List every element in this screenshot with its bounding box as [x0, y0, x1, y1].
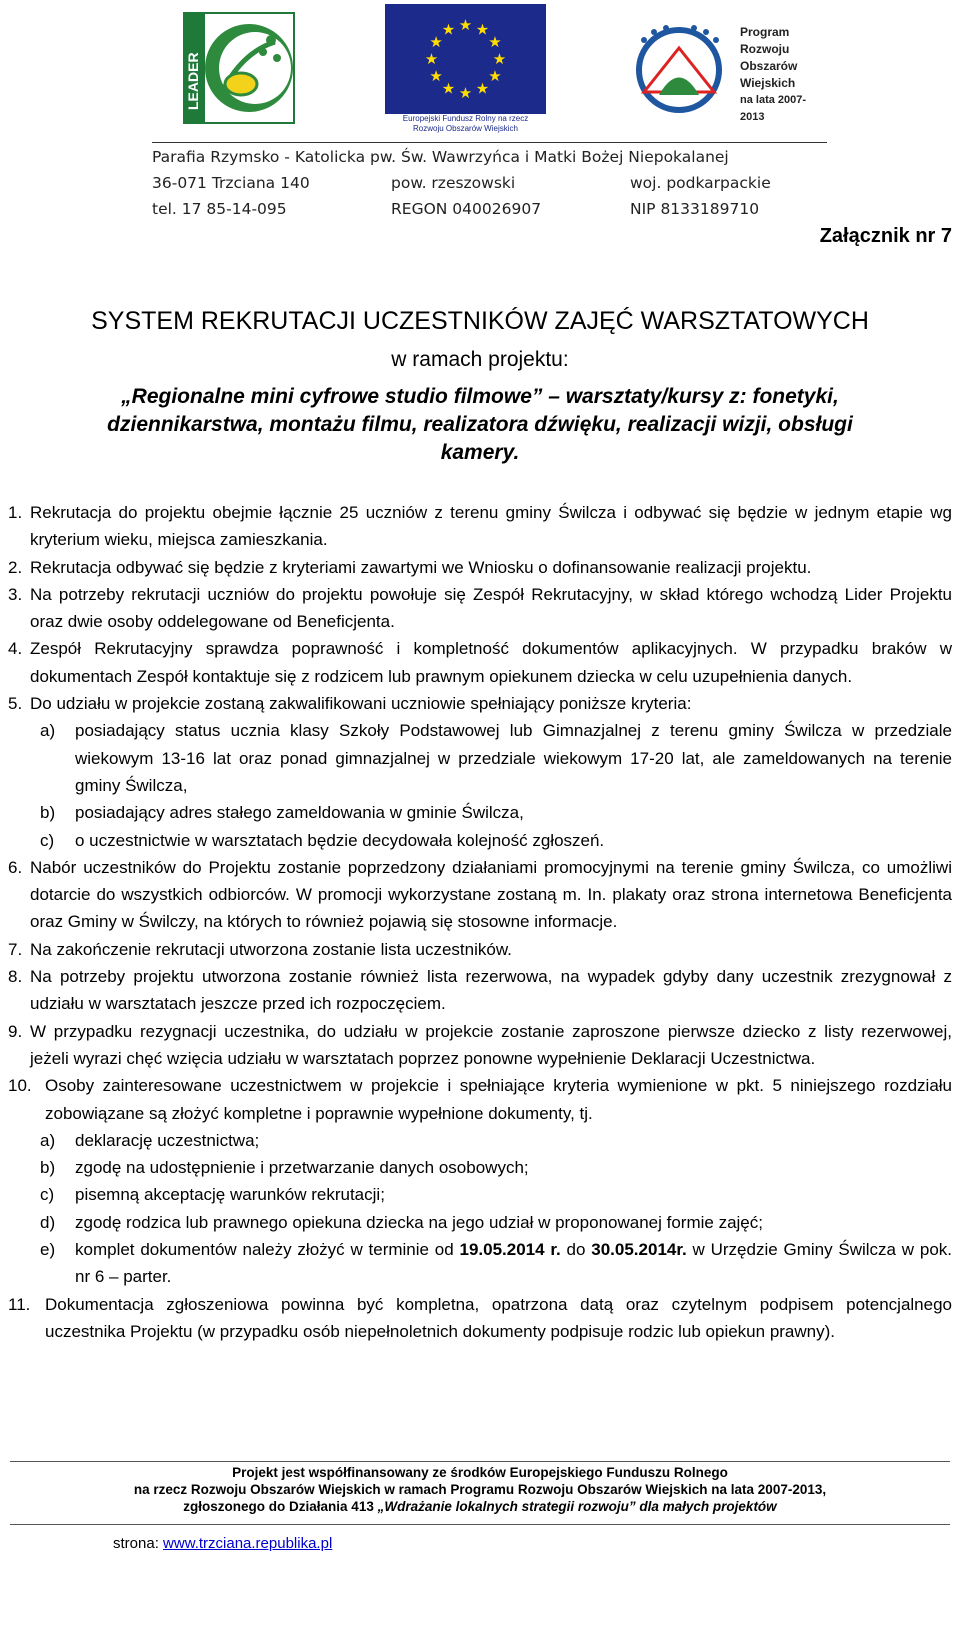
- document-item: [8, 1127, 952, 1154]
- logo-bar: [0, 0, 960, 145]
- footer-line-2: na rzecz Rozwoju Obszarów Wiejskich w ramach Programu Rozwoju Obszarów Wiejskich na lata 2007-2013,: [133, 1482, 827, 1497]
- parish-nip: NIP 8133189710: [630, 200, 760, 218]
- criteria-letter: c): [40, 830, 55, 850]
- header-divider: [152, 142, 827, 143]
- document-subtitle: w ramach projektu:: [391, 348, 569, 371]
- item-text: Na potrzeby rekrutacji uczniów do projektu powołuje się Zespół Rekrutacyjny, w skład którego wchodzą Lider Projektu oraz dwie osoby oddelegowane od Beneficjenta.: [30, 584, 952, 632]
- eu-star-icon: ★: [441, 79, 456, 98]
- parish-info: [152, 144, 827, 222]
- document-item: [8, 1236, 952, 1291]
- attachment-label: Załącznik nr 7: [819, 225, 952, 247]
- document-body: [8, 499, 952, 1345]
- prow-line: Rozwoju: [740, 42, 790, 56]
- parish-regon: REGON 040026907: [391, 200, 542, 218]
- prow-logo: [624, 20, 819, 123]
- prow-logo-text: [740, 24, 819, 126]
- item-number: 3.: [8, 584, 23, 604]
- footer-measure-name: „Wdrażanie lokalnych strategii rozwoju” dla małych projektów: [377, 1499, 777, 1514]
- item-text: Do udziału w projekcie zostaną zakwalifikowani uczniowie spełniający poniższe kryteria:: [30, 694, 692, 714]
- website-label: strona:: [113, 1535, 164, 1552]
- eu-flag-logo: [385, 4, 546, 135]
- eu-caption: [385, 114, 546, 134]
- eu-caption-line-2: Rozwoju Obszarów Wiejskich: [413, 124, 518, 133]
- list-item: [8, 1072, 952, 1127]
- deadline-text-pre: komplet dokumentów należy złożyć w terminie od: [75, 1240, 460, 1260]
- list-item: [8, 499, 952, 554]
- criteria-text: posiadający status ucznia klasy Szkoły Podstawowej lub Gimnazjalnej z terenu gminy Świlcza w przedziale wiekowym 13-16 lat oraz ponad gimnazjalnej w przedziale wiekowym 17-20 lat, ale zameldowanych na terenie gminy Świlcza,: [75, 721, 952, 795]
- item-number: 5.: [8, 694, 23, 714]
- item-number: 6.: [8, 857, 23, 877]
- item-text: Osoby zainteresowane uczestnictwem w projekcie i spełniające kryteria wymienione w pkt. 5 niniejszego rozdziału zobowiązane są złożyć kompletne i poprawnie wypełnione dokumenty, tj.: [45, 1076, 952, 1123]
- item-number: 9.: [8, 1021, 23, 1041]
- item-text: Rekrutacja odbywać się będzie z kryteriami zawartymi we Wniosku o dofinansowanie realizacji projektu.: [30, 557, 812, 577]
- item-number: 1.: [8, 503, 23, 522]
- document-letter: c): [40, 1185, 55, 1205]
- document-text: deklarację uczestnictwa;: [75, 1130, 260, 1150]
- footer-line-3: zgłoszonego do Działania 413: [183, 1499, 378, 1514]
- project-name: [20, 383, 940, 467]
- criteria-letter: b): [40, 803, 56, 823]
- deadline-date-to: 30.05.2014r.: [591, 1240, 687, 1260]
- eu-flag: [385, 4, 546, 114]
- footer-divider: [10, 1524, 950, 1525]
- document-text: pisemną akceptację warunków rekrutacji;: [75, 1185, 385, 1205]
- list-item: [8, 635, 952, 690]
- eu-star-icon: ★: [458, 84, 473, 102]
- eu-star-icon: ★: [424, 50, 439, 68]
- parish-phone: tel. 17 85-14-095: [152, 200, 287, 218]
- document-title: SYSTEM REKRUTACJI UCZESTNIKÓW ZAJĘĆ WARSZTATOWYCH: [91, 307, 869, 335]
- list-item: [8, 1018, 952, 1073]
- criteria-text: o uczestnictwie w warsztatach będzie decydowała kolejność zgłoszeń.: [75, 830, 605, 850]
- document-item: [8, 1209, 952, 1236]
- list-item: [8, 936, 952, 963]
- item-number: 7.: [8, 939, 23, 959]
- footer-line-1: Projekt jest współfinansowany ze środków Europejskiego Funduszu Rolnego: [232, 1465, 728, 1480]
- document-text: zgodę na udostępnienie i przetwarzanie danych osobowych;: [75, 1158, 529, 1178]
- eu-star-icon: ★: [475, 20, 490, 39]
- project-line: „Regionalne mini cyfrowe studio filmowe” – warsztaty/kursy z: fonetyki,: [121, 385, 839, 408]
- eu-star-icon: ★: [488, 33, 502, 51]
- list-item: [8, 963, 952, 1018]
- eu-caption-line-1: Europejski Fundusz Rolny na rzecz: [402, 114, 529, 123]
- item-text: Dokumentacja zgłoszeniowa powinna być kompletna, opatrzona datą oraz czytelnym podpisem potencjalnego uczestnika Projektu (w przypadku osób niepełnoletnich dokumenty podpisuje rodzic lub opiekun prawny).: [45, 1294, 952, 1341]
- parish-name: Parafia Rzymsko - Katolicka pw. Św. Wawrzyńca i Matki Bożej Niepokalanej: [152, 148, 729, 166]
- leader-logo-text: LEADER: [185, 52, 201, 110]
- project-line: kamery.: [440, 441, 520, 464]
- item-text: Nabór uczestników do Projektu zostanie poprzedzony działaniami promocyjnymi na terenie gminy Świlcza, co umożliwi dotarcie do wszystkich odbiorców. W promocji wykorzystane zostaną m. In. plakaty oraz strona internetowa Beneficjenta oraz Gminy w Świlczy, na których to również pojawią się stosowne informacje.: [30, 857, 952, 932]
- prow-line: na lata 2007-2013: [740, 94, 807, 123]
- parish-county: pow. rzeszowski: [391, 174, 516, 192]
- document-letter: b): [40, 1158, 56, 1178]
- footer: [0, 1464, 960, 1515]
- prow-line: Program: [740, 25, 790, 39]
- document-letter: e): [40, 1240, 56, 1260]
- item-text: Zespół Rekrutacyjny sprawdza poprawność i kompletność dokumentów aplikacyjnych. W przypadku braków w dokumentach Zespół kontaktuje się z rodzicem lub prawnym opiekunem dziecka w celu uzupełnienia danych.: [30, 639, 952, 686]
- website-link[interactable]: www.trzciana.republika.pl: [163, 1535, 333, 1552]
- deadline-date-from: 19.05.2014 r.: [459, 1240, 561, 1260]
- criteria-item: [8, 717, 952, 799]
- criteria-item: [8, 799, 952, 826]
- prow-line: Wiejskich: [740, 76, 796, 90]
- list-item: [8, 690, 952, 717]
- item-text: Rekrutacja do projektu obejmie łącznie 25 uczniów z terenu gminy Świlcza i odbywać się będzie w jednym etapie wg kryterium wieku, miejsca zamieszkania.: [30, 503, 952, 550]
- list-item: [8, 1291, 952, 1346]
- list-item: [8, 854, 952, 936]
- item-number: 8.: [8, 967, 23, 987]
- item-number: 2.: [8, 557, 23, 577]
- eu-star-icon: ★: [475, 79, 490, 98]
- eu-star-icon: ★: [488, 67, 502, 85]
- item-number: 11.: [8, 1294, 31, 1314]
- footer-divider: [10, 1461, 950, 1462]
- prow-line: Obszarów: [740, 59, 798, 73]
- parish-postal: 36-071 Trzciana 140: [152, 174, 310, 192]
- document-letter: a): [40, 1130, 56, 1150]
- deadline-text-post: w Urzędzie Gminy Świlcza w pok. nr 6 – parter.: [75, 1240, 953, 1287]
- item-text: Na potrzeby projektu utworzona zostanie również lista rezerwowa, na wypadek gdyby dany uczestnik zrezygnował z udziału w warsztatach jeszcze przed ich rozpoczęciem.: [30, 967, 952, 1014]
- deadline-text-mid: do: [560, 1240, 592, 1260]
- eu-star-icon: ★: [429, 67, 443, 85]
- leader-logo: [183, 12, 295, 124]
- website: [113, 1535, 332, 1552]
- item-text: W przypadku rezygnacji uczestnika, do udziału w projekcie zostanie zaproszone pierwsze dziecko z listy rezerwowej, jeżeli wyrazi chęć wzięcia udziału w warsztatach poprzez ponowne wypełnienie Deklaracji Uczestnictwa.: [30, 1021, 952, 1068]
- item-text: Na zakończenie rekrutacji utworzona zostanie lista uczestników.: [30, 939, 512, 959]
- list-item: [8, 581, 952, 636]
- eu-star-icon: ★: [458, 16, 473, 34]
- eu-star-icon: ★: [429, 33, 443, 51]
- criteria-item: [8, 827, 952, 854]
- item-number: 4.: [8, 639, 23, 659]
- document-item: [8, 1181, 952, 1208]
- criteria-text: posiadający adres stałego zameldowania w gminie Świlcza,: [75, 803, 524, 823]
- item-number: 10.: [8, 1076, 32, 1096]
- list-item: [8, 554, 952, 581]
- document-item: [8, 1154, 952, 1181]
- project-line: dziennikarstwa, montażu filmu, realizatora dźwięku, realizacji wizji, obsługi: [107, 413, 853, 436]
- document-text: zgodę rodzica lub prawnego opiekuna dziecka na jego udział w proponowanej formie zajęć;: [75, 1212, 763, 1232]
- eu-star-icon: ★: [492, 50, 507, 68]
- parish-voivodeship: woj. podkarpackie: [630, 174, 771, 192]
- document-letter: d): [40, 1212, 56, 1232]
- criteria-letter: a): [40, 721, 56, 741]
- eu-star-icon: ★: [441, 20, 456, 39]
